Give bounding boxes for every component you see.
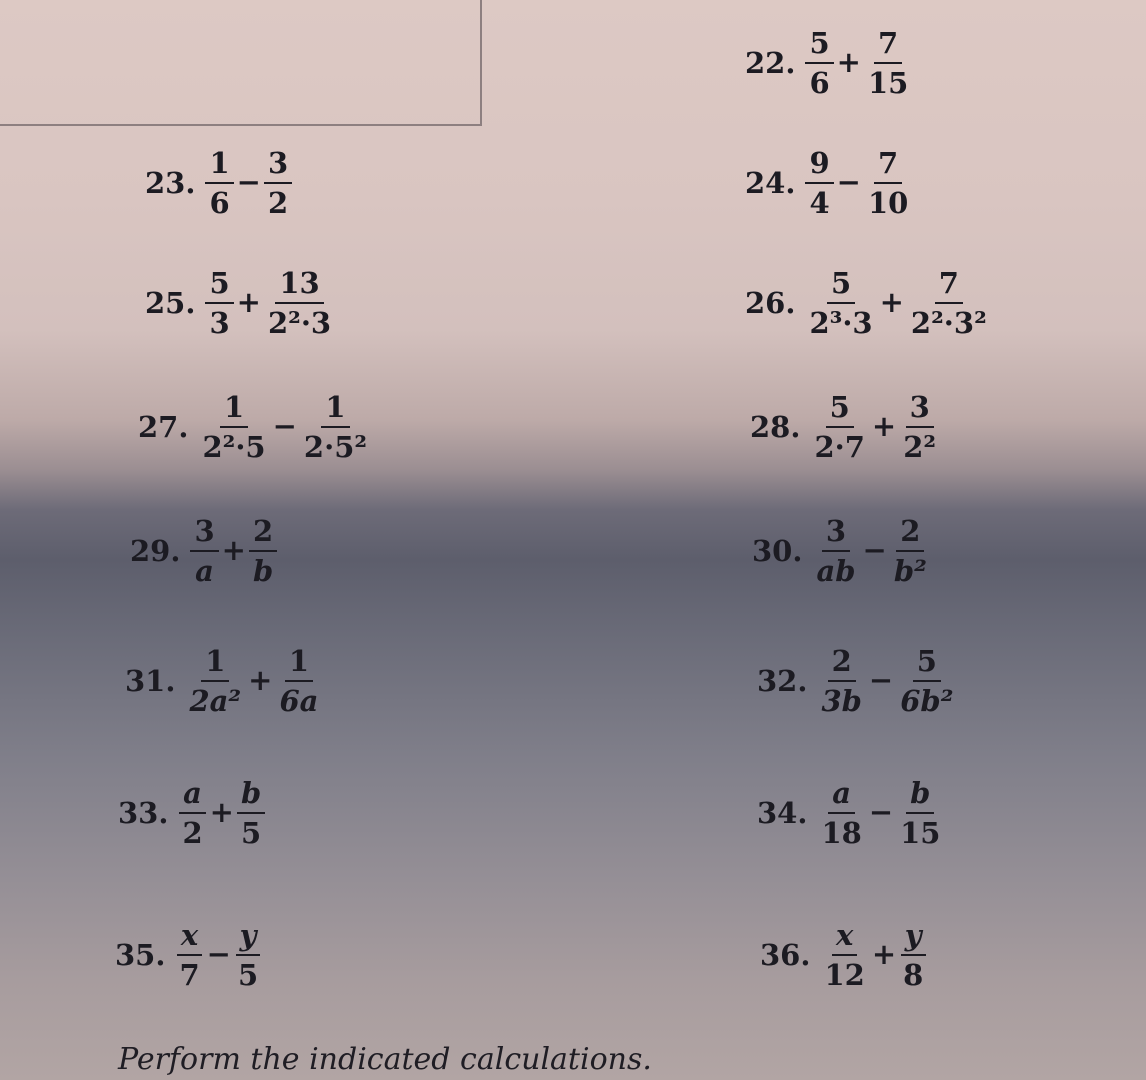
fraction-1 [205,268,233,339]
numerator: 3 [906,392,934,428]
denominator: 3 [209,306,230,341]
page-frame [0,0,482,126]
problem-number: 29. [130,534,181,569]
numerator: 13 [275,268,323,304]
fraction-2 [275,646,322,717]
numerator: a [828,778,855,814]
fraction-1 [178,778,206,849]
denominator: 6a [279,684,319,719]
fraction-1 [812,516,859,587]
numerator: y [901,920,926,956]
denominator: 2a² [189,684,242,719]
fraction-2 [899,392,940,463]
problem-number: 28. [750,410,801,445]
numerator: 5 [827,268,855,304]
denominator: 2²·3 [267,306,332,341]
problem-31 [125,646,322,717]
numerator: 2 [896,516,924,552]
problem-number: 36. [760,938,811,973]
numerator: a [179,778,206,814]
denominator: 8 [903,958,924,993]
operator: − [272,409,297,444]
fraction-2 [864,148,912,219]
fraction-1 [817,778,865,849]
numerator: 5 [805,28,833,64]
operator: + [236,285,261,320]
problem-24 [745,148,912,219]
denominator: a [195,554,214,589]
fraction-1 [805,28,833,99]
problem-22 [745,28,912,99]
operator: + [879,285,904,320]
denominator: 2²·5 [202,430,266,465]
operator: − [862,533,887,568]
numerator: 1 [205,148,233,184]
problem-number: 30. [752,534,803,569]
numerator: 7 [874,28,902,64]
fraction-1 [820,920,868,991]
denominator: 2·7 [814,430,865,465]
operator: − [868,795,894,830]
numerator: b [906,778,934,814]
numerator: 1 [285,646,313,682]
numerator: 5 [913,646,941,682]
numerator: 2 [249,516,277,552]
fraction-1 [805,268,876,339]
operator: − [206,937,231,972]
fraction-1 [198,392,269,463]
problem-number: 32. [757,664,808,699]
denominator: 2 [267,186,289,221]
problem-number: 27. [138,410,189,445]
operator: + [871,937,897,972]
denominator: b² [893,554,927,589]
denominator: 6b² [900,684,954,719]
problem-27 [138,392,371,463]
operator: − [868,663,894,698]
operator: − [236,165,261,200]
problem-number: 26. [745,286,796,321]
problem-number: 31. [125,664,176,699]
fraction-1 [805,148,833,219]
problem-number: 24. [745,166,796,201]
denominator: 4 [809,186,830,221]
numerator: 2 [828,646,856,682]
problem-32 [757,646,957,717]
denominator: 12 [824,958,865,993]
fraction-2 [249,516,277,587]
fraction-1 [205,148,233,219]
numerator: 3 [264,148,292,184]
numerator: 5 [826,392,854,428]
fraction-2 [896,778,944,849]
problem-29 [130,516,277,587]
numerator: 5 [205,268,233,304]
operator: + [836,45,861,80]
operator: − [836,165,861,200]
numerator: 9 [805,148,833,184]
problem-33 [118,778,265,849]
operator: + [248,663,273,698]
problem-number: 25. [145,286,196,321]
instructions-text: Perform the indicated calculations. [118,1042,652,1077]
numerator: x [832,920,857,956]
denominator: 2²·3² [910,306,987,341]
denominator: 18 [821,816,862,851]
problem-25 [145,268,335,339]
denominator: 15 [867,66,909,101]
numerator: 7 [874,148,902,184]
fraction-1 [817,646,865,717]
problem-number: 22. [745,46,796,81]
numerator: 7 [935,268,963,304]
numerator: 3 [822,516,850,552]
problem-number: 33. [118,796,169,831]
problem-28 [750,392,940,463]
denominator: 6 [809,66,830,101]
numerator: y [236,920,261,956]
fraction-2 [234,920,262,991]
fraction-2 [264,148,292,219]
denominator: 3b [821,684,862,719]
numerator: x [177,920,202,956]
fraction-1 [185,646,245,717]
operator: + [871,409,897,444]
denominator: 5 [241,816,262,851]
numerator: 3 [190,516,218,552]
problem-26 [745,268,991,339]
numerator: 1 [220,392,248,428]
denominator: 2·5² [303,430,368,465]
denominator: ab [816,554,856,589]
denominator: 2 [182,816,203,851]
denominator: 2³·3 [809,306,873,341]
fraction-2 [899,920,927,991]
fraction-1 [175,920,203,991]
problem-number: 23. [145,166,196,201]
fraction-2 [864,28,912,99]
fraction-1 [810,392,868,463]
fraction-2 [890,516,931,587]
denominator: 6 [209,186,230,221]
denominator: 2² [903,430,937,465]
problem-35 [115,920,262,991]
fraction-1 [190,516,218,587]
problem-34 [757,778,944,849]
numerator: b [237,778,265,814]
fraction-2 [264,268,335,339]
problem-23 [145,148,292,219]
problem-number: 35. [115,938,166,973]
fraction-2 [907,268,991,339]
operator: + [209,795,234,830]
operator: + [221,533,246,568]
denominator: 5 [237,958,259,993]
numerator: 1 [201,646,229,682]
fraction-2 [237,778,265,849]
denominator: 7 [179,958,200,993]
denominator: 10 [867,186,909,221]
fraction-2 [896,646,957,717]
problem-30 [752,516,931,587]
fraction-2 [300,392,371,463]
problem-number: 34. [757,796,808,831]
denominator: b [252,554,274,589]
denominator: 15 [900,816,941,851]
problem-36 [760,920,927,991]
numerator: 1 [321,392,349,428]
